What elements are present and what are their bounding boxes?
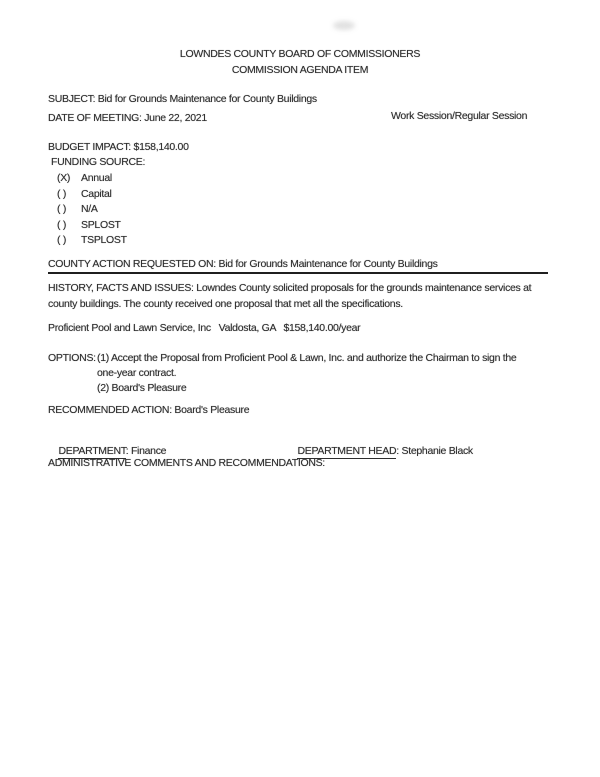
checkbox-mark: ( ) — [57, 234, 67, 246]
funding-option-label: N/A — [81, 203, 98, 215]
agenda-item-title: COMMISSION AGENDA ITEM — [231, 64, 369, 76]
funding-option-label: Capital — [81, 188, 112, 200]
recommended-action-line: RECOMMENDED ACTION: Board's Pleasure — [48, 404, 250, 416]
scan-smudge — [333, 21, 355, 30]
history-line-1: HISTORY, FACTS AND ISSUES: Lowndes County solicited proposals for the grounds maintenance services at — [48, 282, 532, 294]
budget-impact-line: BUDGET IMPACT: $158,140.00 — [48, 141, 189, 153]
county-action-rule — [48, 272, 548, 274]
department-head-value: : Stephanie Black — [396, 445, 473, 457]
department-head-label: DEPARTMENT HEAD — [297, 445, 397, 457]
history-line-2: county buildings. The county received one proposal that met all the specifications. — [48, 298, 403, 310]
session-type-label: Work Session/Regular Session — [391, 110, 528, 122]
checkbox-mark: ( ) — [57, 203, 67, 215]
funding-option-label: Annual — [81, 172, 112, 184]
option-1-line-1: (1) Accept the Proposal from Proficient Pool & Lawn, Inc. and authorize the Chairman to sign the — [97, 352, 517, 364]
proposal-vendor-line: Proficient Pool and Lawn Service, Inc Valdosta, GA $158,140.00/year — [48, 322, 361, 334]
checkbox-mark: ( ) — [57, 219, 67, 231]
department-value: : Finance — [125, 445, 167, 457]
options-label: OPTIONS: — [48, 352, 96, 364]
funding-option-row-na — [57, 203, 98, 216]
checkbox-mark: (X) — [57, 172, 71, 184]
checkbox-mark: ( ) — [57, 188, 67, 200]
funding-option-row-capital — [57, 188, 112, 201]
option-1-line-2: one-year contract. — [97, 367, 177, 379]
county-action-line: COUNTY ACTION REQUESTED ON: Bid for Grounds Maintenance for County Buildings — [48, 258, 438, 270]
funding-option-row-splost — [57, 219, 121, 232]
admin-comments-line: ADMINISTRATIVE COMMENTS AND RECOMMENDATIONS: — [48, 457, 325, 469]
department-label: DEPARTMENT — [58, 445, 126, 457]
option-2: (2) Board's Pleasure — [97, 382, 187, 394]
funding-source-label: FUNDING SOURCE: — [51, 156, 146, 168]
funding-option-label: TSPLOST — [81, 234, 127, 246]
date-of-meeting-line: DATE OF MEETING: June 22, 2021 — [48, 112, 207, 124]
funding-option-label: SPLOST — [81, 219, 121, 231]
funding-option-row-tsplost — [57, 234, 127, 247]
subject-line: SUBJECT: Bid for Grounds Maintenance for County Buildings — [48, 93, 317, 105]
board-title: LOWNDES COUNTY BOARD OF COMMISSIONERS — [179, 48, 421, 60]
funding-option-row-annual — [57, 172, 112, 185]
